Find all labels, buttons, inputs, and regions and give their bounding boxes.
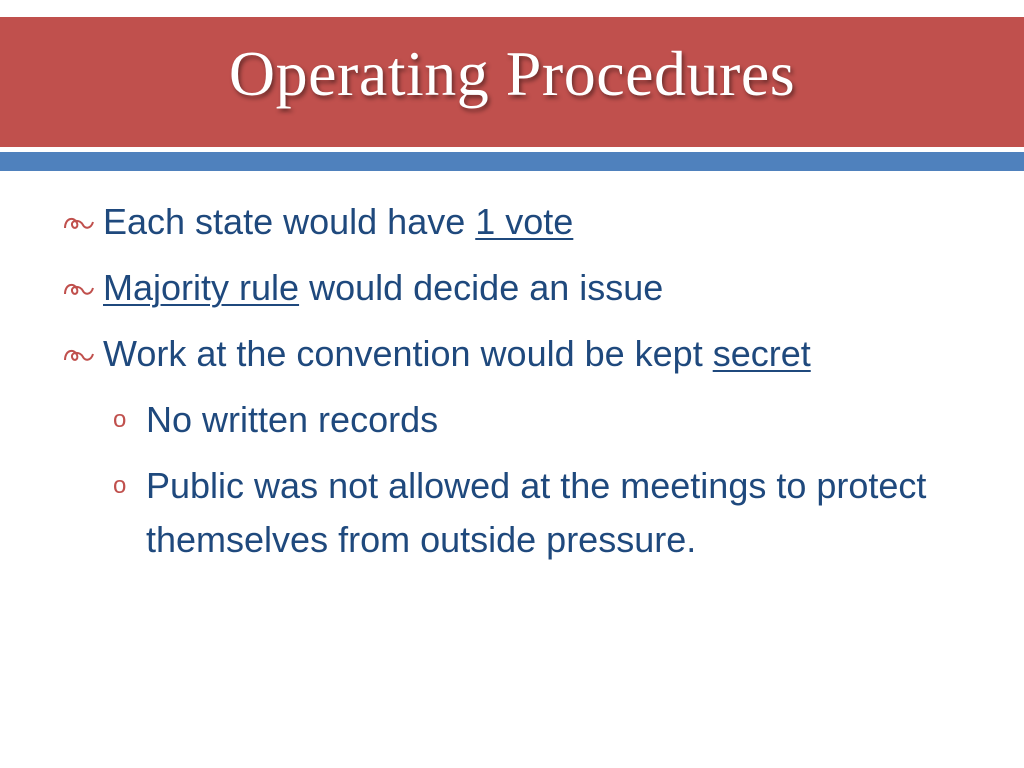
scroll-flourish-icon <box>62 345 96 365</box>
bullet-emphasis: secret <box>712 333 811 374</box>
bullet-emphasis: 1 vote <box>475 201 574 242</box>
bullet-text-after: would decide an issue <box>299 267 664 308</box>
bullet-text-before: Work at the convention would be kept <box>103 333 713 374</box>
circle-marker: o <box>113 406 127 433</box>
slide-title: Operating Procedures <box>228 38 796 109</box>
scroll-flourish-icon <box>62 279 96 299</box>
bullet-text <box>103 195 573 249</box>
bullet-text <box>103 261 663 315</box>
circle-marker: o <box>113 472 127 499</box>
title-bar <box>0 17 1024 147</box>
bullet-emphasis: Majority rule <box>103 267 300 308</box>
divider-rule <box>0 152 1024 171</box>
bullet-text-before: Each state would have <box>103 201 476 242</box>
scroll-flourish-icon <box>62 213 96 233</box>
sub-bullet-text: Public was not allowed at the meetings to protect themselves from outside pressure. <box>146 465 927 560</box>
sub-bullet-text: No written records <box>146 399 439 440</box>
bullet-text <box>103 327 811 381</box>
